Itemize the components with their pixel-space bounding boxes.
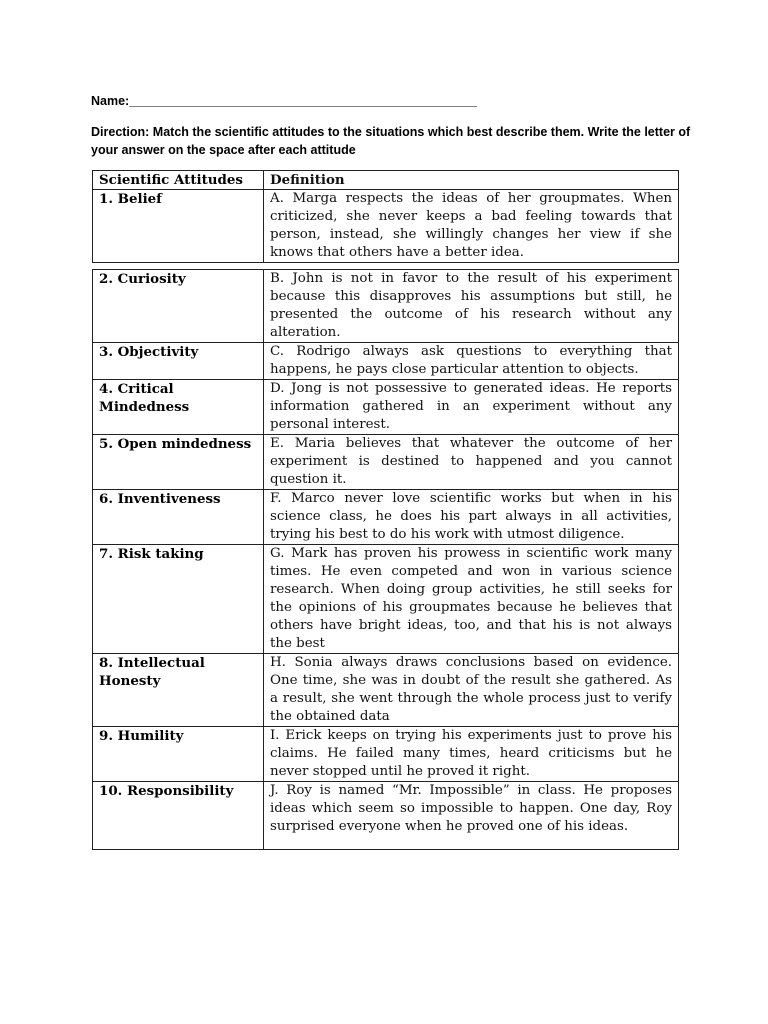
table-row bbox=[93, 727, 679, 782]
definition-cell: F. Marco never love scientific works but when in his science class, he does his part always in all activities, trying his best to do his work with utmost diligence. bbox=[264, 490, 679, 545]
attitude-cell: 10. Responsibility bbox=[93, 782, 264, 850]
attitude-cell: 2. Curiosity bbox=[93, 270, 264, 343]
attitudes-table-top bbox=[92, 170, 679, 263]
definition-cell: C. Rodrigo always ask questions to everything that happens, he pays close particular attention to objects. bbox=[264, 343, 679, 380]
table-row bbox=[93, 654, 679, 727]
table-row bbox=[93, 490, 679, 545]
attitude-cell: 1. Belief bbox=[93, 190, 264, 263]
definition-cell: J. Roy is named “Mr. Impossible” in class. He proposes ideas which seem so impossible to happen. One day, Roy surprised everyone when he proved one of his ideas. bbox=[264, 782, 679, 850]
table-row bbox=[93, 380, 679, 435]
attitude-cell: 9. Humility bbox=[93, 727, 264, 782]
definition-cell: B. John is not in favor to the result of his experiment because this disapproves his assumptions but still, he presented the outcome of his research without any alteration. bbox=[264, 270, 679, 343]
table-row bbox=[93, 343, 679, 380]
definition-cell: I. Erick keeps on trying his experiments just to prove his claims. He failed many times, heard criticisms but he never stopped until he proved it right. bbox=[264, 727, 679, 782]
table-row bbox=[93, 545, 679, 654]
attitude-cell: 4. Critical Mindedness bbox=[93, 380, 264, 435]
definition-cell: G. Mark has proven his prowess in scientific work many times. He even competed and won in various science research. When doing group activities, he still seeks for the opinions of his groupmates because he believes that others have bright ideas, too, and that his is not always the best bbox=[264, 545, 679, 654]
table-header-row bbox=[93, 171, 679, 190]
header-definition: Definition bbox=[264, 171, 679, 190]
table-row bbox=[93, 782, 679, 850]
table-row bbox=[93, 270, 679, 343]
direction-text: Direction: Match the scientific attitudes to the situations which best describe them. Write the letter of your answer on the space after each attitude bbox=[91, 125, 691, 157]
attitudes-table-bottom bbox=[92, 269, 679, 850]
table-row bbox=[93, 435, 679, 490]
attitude-cell: 8. Intellectual Honesty bbox=[93, 654, 264, 727]
attitude-cell: 6. Inventiveness bbox=[93, 490, 264, 545]
definition-cell: D. Jong is not possessive to generated ideas. He reports information gathered in an experiment without any personal interest. bbox=[264, 380, 679, 435]
name-field-label: Name:__________________________________________________ bbox=[91, 94, 477, 108]
table-row bbox=[93, 190, 679, 263]
attitude-cell: 7. Risk taking bbox=[93, 545, 264, 654]
definition-cell: E. Maria believes that whatever the outcome of her experiment is destined to happened and you cannot question it. bbox=[264, 435, 679, 490]
definition-cell: A. Marga respects the ideas of her groupmates. When criticized, she never keeps a bad feeling towards that person, instead, she willingly changes her view if she knows that others have a better idea. bbox=[264, 190, 679, 263]
definition-cell: H. Sonia always draws conclusions based on evidence. One time, she was in doubt of the result she gathered. As a result, she went through the whole process just to verify the obtained data bbox=[264, 654, 679, 727]
attitude-cell: 5. Open mindedness bbox=[93, 435, 264, 490]
header-scientific-attitudes: Scientific Attitudes bbox=[93, 171, 264, 190]
attitude-cell: 3. Objectivity bbox=[93, 343, 264, 380]
